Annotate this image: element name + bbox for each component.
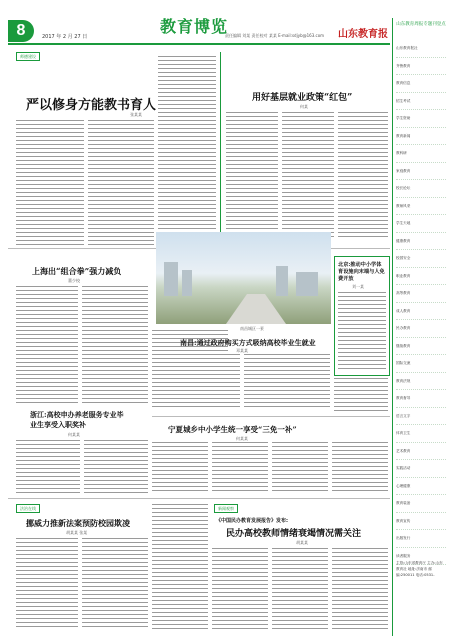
article-body: [272, 442, 328, 496]
article-body: [82, 286, 148, 406]
road-shape: [226, 294, 286, 324]
article-headline[interactable]: 宁夏城乡中小学生统一享受“三免一补”: [168, 425, 297, 434]
sidebar-title: 山东教育周报专题刊登点: [396, 22, 446, 27]
sidebar-item[interactable]: 实践活动: [396, 460, 446, 478]
sidebar-item[interactable]: 齐鲁教育: [396, 58, 446, 76]
sidebar-item[interactable]: 教育装备: [396, 495, 446, 513]
news-photo: [156, 232, 331, 324]
article-headline[interactable]: 北京:推动中小学体育设施向末端与人免费开放: [338, 262, 385, 282]
sidebar-item[interactable]: 教育法规: [396, 373, 446, 391]
sidebar-item[interactable]: 继续教育: [396, 338, 446, 356]
section-title: 教育博览: [160, 17, 229, 36]
article-body: [272, 548, 328, 632]
editor-line: 责任编辑 刘某 责任校对 某某 E-mail:sdjyb@163.com: [225, 33, 325, 38]
sidebar-item[interactable]: 成人教育: [396, 303, 446, 321]
article-author: 刘一某: [352, 284, 364, 289]
article-body: [338, 112, 388, 242]
article-body: [16, 440, 80, 496]
article-author: 何某某: [68, 432, 80, 437]
article-author: 何某某: [236, 436, 248, 441]
article-body: [16, 538, 78, 632]
sidebar-item[interactable]: 教育督导: [396, 390, 446, 408]
article-body: [82, 538, 148, 632]
sidebar-item[interactable]: 招生考试: [396, 93, 446, 111]
article-author: 董少校: [68, 278, 80, 283]
sidebar-item[interactable]: 心理健康: [396, 478, 446, 496]
sidebar-item[interactable]: 校长论坛: [396, 180, 446, 198]
article-body: [16, 286, 78, 406]
article-body: [332, 548, 388, 632]
sidebar-item[interactable]: 艺术教育: [396, 443, 446, 461]
article-tag: 新闻观察: [214, 504, 238, 513]
article-author: 胡某某 张某: [66, 530, 88, 535]
article-headline[interactable]: 上海出“组合拳”强力减负: [32, 266, 122, 276]
article-body: [282, 112, 334, 242]
article-subhead: 《中国民办教育发展报告》发布:: [216, 518, 289, 524]
sidebar-item[interactable]: 健康教育: [396, 233, 446, 251]
article-body: [152, 442, 208, 496]
sidebar-item[interactable]: 国际交流: [396, 355, 446, 373]
building-shape: [276, 266, 288, 296]
article-body: [84, 440, 148, 496]
sidebar-item[interactable]: 学生天地: [396, 215, 446, 233]
article-body: [226, 112, 278, 242]
article-tag: 师德建设: [16, 52, 40, 61]
article-author: 何某: [300, 104, 308, 109]
section-divider: [152, 416, 390, 417]
sidebar-list: [396, 40, 446, 565]
sidebar-item[interactable]: 出版发行: [396, 530, 446, 548]
building-shape: [164, 262, 178, 296]
article-headline[interactable]: 挪威力推新法案预防校园欺凌: [26, 518, 130, 528]
photo-caption: 南昌城区一景: [240, 326, 264, 331]
article-author: 邓某某: [236, 348, 248, 353]
sidebar-item[interactable]: 语言文字: [396, 408, 446, 426]
page-number: 8: [8, 20, 34, 42]
article-headline[interactable]: 用好基层就业政策“红包”: [252, 93, 353, 103]
sidebar-item[interactable]: 家庭教育: [396, 163, 446, 181]
sidebar-item[interactable]: 教科研: [396, 145, 446, 163]
article-body: [16, 120, 84, 248]
sidebar-item[interactable]: 职业教育: [396, 268, 446, 286]
article-body: [338, 292, 386, 370]
sidebar-item[interactable]: 教师风采: [396, 198, 446, 216]
issue-date: 2017 年 2 月 27 日: [42, 34, 88, 40]
article-headline[interactable]: 浙江:高校申办养老服务专业毕业生享受入职奖补: [30, 410, 124, 429]
column-divider: [220, 52, 221, 247]
sidebar-footer: 主管:山东省教育厅 主办:山东教育社 地址:济南市 邮编:250011 电话:0531-: [396, 561, 443, 577]
article-body: [332, 442, 388, 496]
building-shape: [182, 270, 192, 296]
sidebar-item[interactable]: 体育卫生: [396, 425, 446, 443]
article-body: [152, 504, 208, 632]
sidebar-item[interactable]: 教育新闻: [396, 128, 446, 146]
article-body: [88, 120, 154, 248]
paper-logo: 山东教育报: [338, 29, 388, 40]
sidebar-item[interactable]: 校园安全: [396, 250, 446, 268]
article-body: [212, 442, 268, 496]
article-headline[interactable]: 严以修身方能教书育人: [26, 98, 157, 113]
article-author: 张某某: [130, 112, 142, 117]
article-body: [244, 354, 330, 412]
article-headline[interactable]: 南昌:通过政府购买方式吸纳高校毕业生就业: [180, 338, 316, 347]
sidebar-item[interactable]: 民办教育: [396, 320, 446, 338]
article-body: [152, 354, 240, 412]
sidebar-item[interactable]: 教育信息: [396, 75, 446, 93]
section-divider: [8, 498, 390, 499]
sidebar-item[interactable]: 学生资助: [396, 110, 446, 128]
sidebar-item[interactable]: 读者服务: [396, 548, 446, 566]
sidebar-item[interactable]: 高等教育: [396, 285, 446, 303]
sidebar-item[interactable]: 教育宣传: [396, 513, 446, 531]
article-tag: 法治在线: [16, 504, 40, 513]
header-rule: [8, 43, 390, 45]
building-shape: [296, 272, 318, 296]
article-headline[interactable]: 民办高校教师情绪衰竭情况需关注: [226, 529, 362, 539]
article-author: 胡某某: [296, 540, 308, 545]
article-body: [212, 548, 268, 632]
sidebar-item[interactable]: 山东教育报社: [396, 40, 446, 58]
article-body: [334, 378, 388, 414]
article-body: [158, 56, 216, 246]
